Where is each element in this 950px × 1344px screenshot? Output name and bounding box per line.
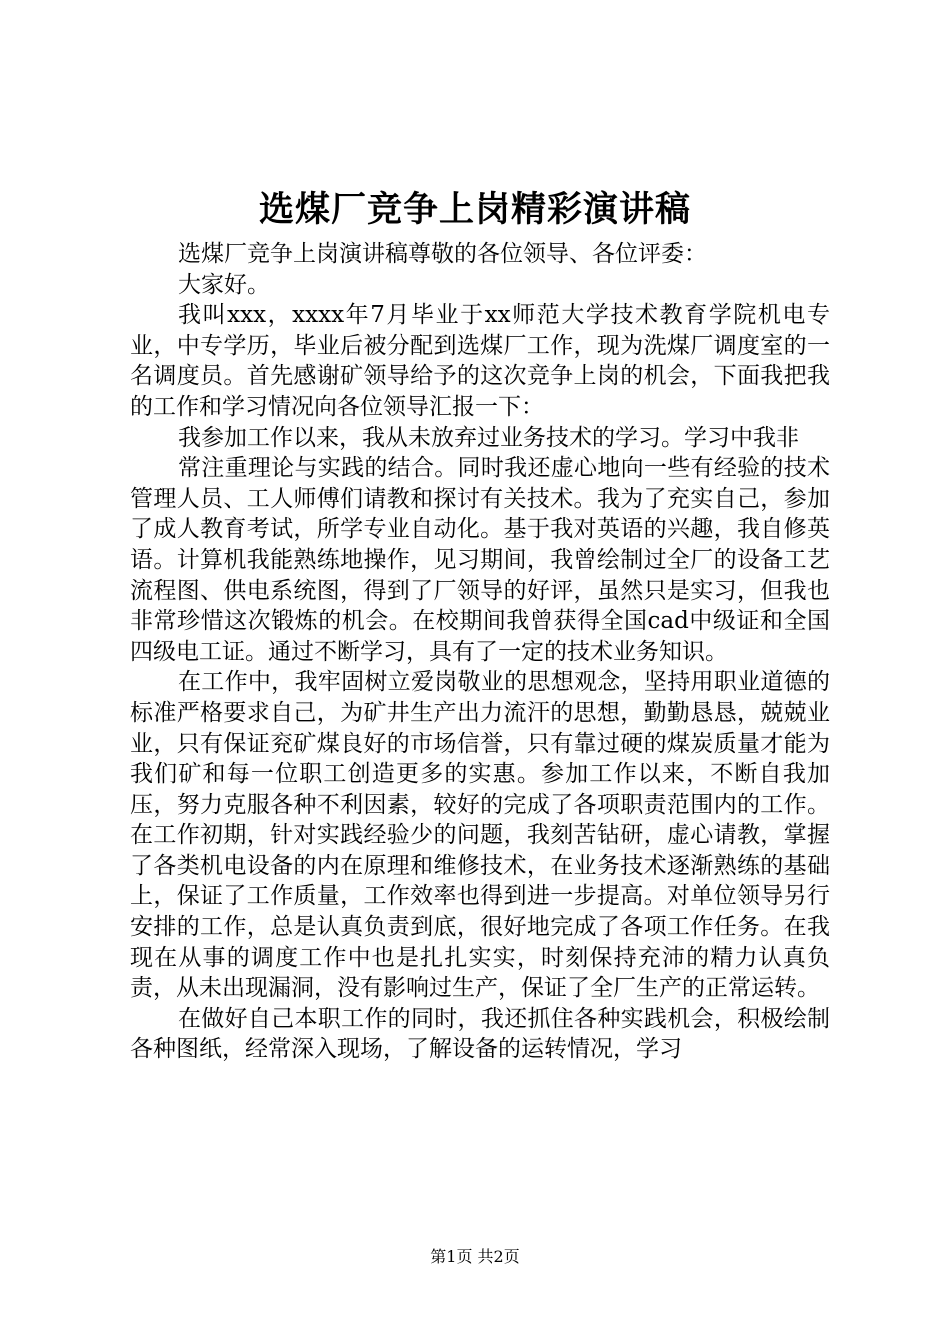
page-number-footer: 第1页 共2页 [430, 1247, 520, 1266]
paragraph-work: 在工作中，我牢固树立爱岗敬业的思想观念，坚持用职业道德的标准严格要求自己，为矿井生产出力流汗的思想，勤勤恳恳，兢兢业业，只有保证兖矿煤良好的市场信誉，只有靠过硬的煤炭质量才能为我们矿和每一位职工创造更多的实惠。参加工作以来，不断自我加压，努力克服各种不利因素，较好的完成了各项职责范围内的工作。在工作初期，针对实践经验少的问题，我刻苦钻研，虚心请教，掌握了各类机电设备的内在原理和维修技术，在业务技术逐渐熟练的基础上，保证了工作质量，工作效率也得到进一步提高。对单位领导另行安排的工作，总是认真负责到底，很好地完成了各项工作任务。在我现在从事的调度工作中也是扎扎实实，时刻保持充沛的精力认真负责，从未出现漏洞，没有影响过生产，保证了全厂生产的正常运转。 [130, 669, 830, 1002]
document-body [130, 239, 830, 1065]
paragraph-practice: 在做好自己本职工作的同时，我还抓住各种实践机会，积极绘制各种图纸，经常深入现场，了解设备的运转情况，学习 [130, 1005, 830, 1063]
paragraph-introduction: 我叫xxx，xxxx年7月毕业于xx师范大学技术教育学院机电专业，中专学历，毕业后被分配到选煤厂工作，现为洗煤厂调度室的一名调度员。首先感谢矿领导给予的这次竞争上岗的机会，下面我把我的工作和学习情况向各位领导汇报一下： [130, 302, 830, 420]
paragraph-greeting: 大家好。 [178, 271, 270, 298]
paragraph-study-continued: 常注重理论与实践的结合。同时我还虚心地向一些有经验的技术管理人员、工人师傅们请教和探讨有关技术。我为了充实自己，参加了成人教育考试，所学专业自动化。基于我对英语的兴趣，我自修英语。计算机我能熟练地操作，见习期间，我曾绘制过全厂的设备工艺流程图、供电系统图，得到了厂领导的好评，虽然只是实习，但我也非常珍惜这次锻炼的机会。在校期间我曾获得全国cad中级证和全国四级电工证。通过不断学习，具有了一定的技术业务知识。 [130, 455, 830, 665]
paragraph-salutation: 选煤厂竞争上岗演讲稿尊敬的各位领导、各位评委： [178, 241, 707, 267]
document-title: 选煤厂竞争上岗精彩演讲稿 [258, 189, 691, 230]
paragraph-study-start: 我参加工作以来，我从未放弃过业务技术的学习。学习中我非 [178, 424, 799, 451]
